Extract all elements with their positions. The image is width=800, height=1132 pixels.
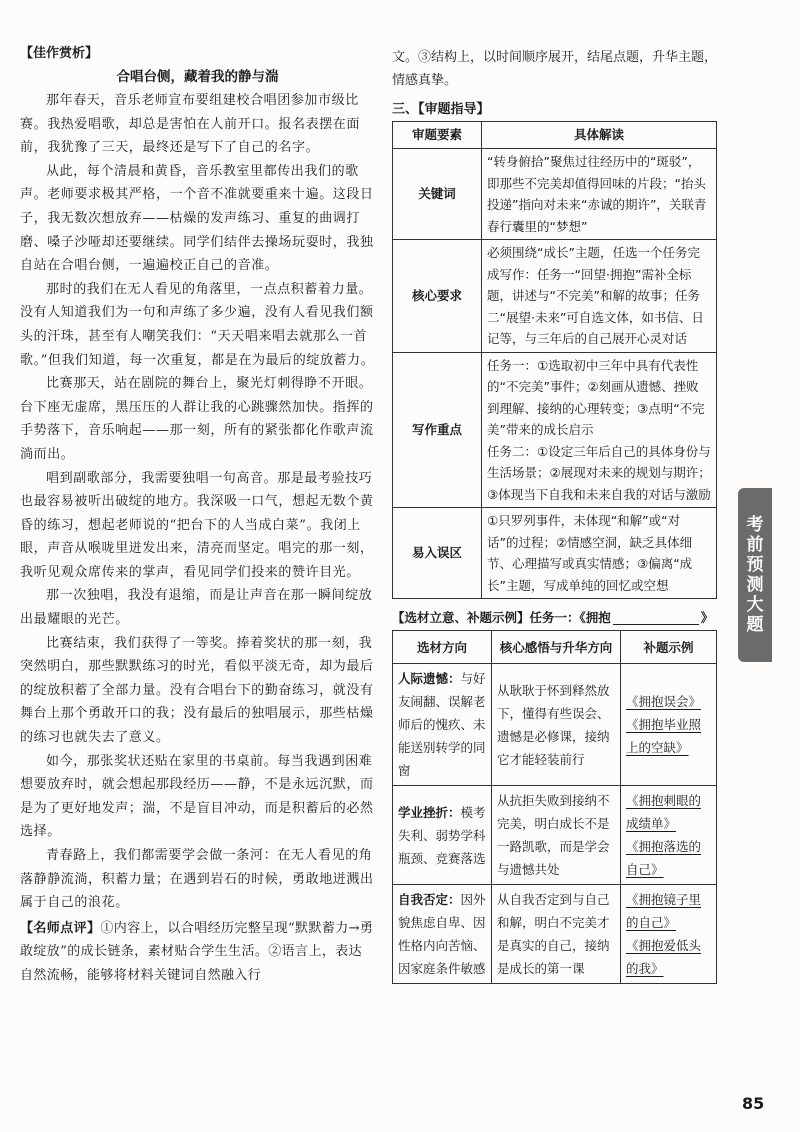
example-insight: 从抗拒失败到接纳不完美，明白成长不是一路凯歌，而是学会与遗憾共处 [492, 786, 621, 885]
review-text: 任务一：①选取初中三年中具有代表性的“不完美”事件；②刻画从遗憾、挫败到理解、接纳的心理转变；③点明“不完美”带来的成长启示 任务二：①设定三年后自己的具体身份与生活场景；②展现对未来的规划与期许；③体现当下自我和未来自我的对话与激励 [482, 352, 717, 508]
example-header-row [393, 631, 717, 664]
example-table [392, 630, 717, 984]
teacher-comment [20, 917, 375, 988]
direction-text: 因外貌焦虑自卑、因性格内向苦恼、因家庭条件敏感 [398, 892, 486, 976]
example-title: 《拥抱误会》 [626, 694, 702, 709]
side-tab-char: 大 [746, 595, 764, 615]
review-header-row [393, 122, 717, 149]
example-titles [621, 664, 717, 786]
essay-paragraph-7: 比赛结束，我们获得了一等奖。捧着奖状的那一刻，我突然明白，那些默默练习的时光，看似平淡无奇，却为最后的绽放积蓄了全部力量。没有合唱台下的勤奋练习，就没有舞台上那个勇敢开口的我；没有最后的独唱展示，那些枯燥的练习也就失去了意义。 [20, 635, 374, 746]
table-row [393, 786, 717, 885]
example-prefix: 【选材立意、补题示例】任务一：《拥抱 [392, 610, 611, 625]
review-key: 核心要求 [393, 240, 482, 353]
side-tab-char: 题 [746, 615, 764, 635]
example-direction [393, 664, 492, 786]
review-key: 关键词 [393, 149, 482, 240]
essay-paragraph-8: 如今，那张奖状还贴在家里的书桌前。每当我遇到困难想要放弃时，就会想起那段经历——静，不是永远沉默，而是为了更好地发声；湍，不是盲目冲动，而是积蓄后的必然选择。 [20, 753, 374, 840]
review-text: ①只罗列事件，未体现“和解”或“对话”的过程；②情感空洞，缺乏具体细节、心理描写或真实情感；③偏离“成长”主题，写成单纯的回忆或空想 [482, 508, 717, 599]
page-number: 85 [742, 1094, 765, 1113]
essay-paragraph-1: 那年春天，音乐老师宣布要组建校合唱团参加市级比赛。我热爱唱歌，却总是害怕在人前开口。报名表摆在面前，我犹豫了三天，最终还是写下了自己的名字。 [20, 93, 361, 156]
review-header-key: 审题要素 [393, 122, 482, 149]
essay-paragraph-2: 从此，每个清晨和黄昏，音乐教室里都传出我们的歌声。老师要求极其严格，一个音不准就要重来十遍。这段日子，我无数次想放弃——枯燥的发声练习、重复的曲调打磨、嗓子沙哑却还要继续。同学们结伴去操场玩耍时，我独自站在合唱台侧，一遍遍校正自己的音准。 [20, 163, 374, 274]
example-title: 《拥抱镜子里的自己》 [626, 892, 702, 930]
review-text: 必须围绕“成长”主题，任选一个任务完成写作：任务一“回望·拥抱”需补全标题，讲述与“不完美”和解的故事；任务二“展望·未来”可自选文体，如书信、日记等，与三年后的自己展开心灵对话 [482, 240, 717, 353]
comment-tag: 【名师点评】 [20, 920, 101, 936]
example-titles [621, 885, 717, 984]
comment-continuation: 文。③结构上，以时间顺序展开，结尾点题，升华主题，情感真挚。 [392, 50, 718, 88]
side-tab-char: 考 [746, 515, 764, 535]
direction-label: 人际遗憾： [398, 671, 461, 686]
direction-label: 学业挫折： [398, 804, 461, 820]
direction-label: 自我否定： [398, 892, 461, 907]
table-row [393, 885, 717, 984]
essay-title: 合唱台侧，藏着我的静与湍 [116, 69, 279, 85]
essay-paragraph-4: 比赛那天，站在剧院的舞台上，聚光灯刺得睁不开眼。台下座无虚席，黑压压的人群让我的心跳骤然加快。指挥的手势落下，音乐响起——那一刻，所有的紧张都化作歌声流淌而出。 [20, 376, 374, 462]
example-title: 《拥抱毕业照上的空缺》 [626, 717, 702, 755]
review-table [392, 121, 717, 599]
title-blank [613, 610, 699, 625]
review-key: 写作重点 [393, 352, 482, 508]
example-title: 《拥抱落选的自己》 [626, 839, 702, 877]
direction-text: 与好友闹翻、误解老师后的愧疚、未能送别转学的同窗 [398, 671, 486, 778]
example-header-insight: 核心感悟与升华方向 [492, 631, 621, 664]
example-header-direction: 选材方向 [393, 631, 492, 664]
review-text: “转身俯拾”聚焦过往经历中的“斑驳”，即那些不完美却值得回味的片段；“抬头投递”指向对未来“赤诚的期许”，关联青春行囊里的“梦想” [482, 149, 717, 240]
example-header-titles: 补题示例 [621, 631, 717, 664]
side-tab-char: 测 [746, 575, 764, 595]
essay-paragraph-5: 唱到副歌部分，我需要独唱一句高音。那是最考验技巧也最容易被听出破绽的地方。我深吸一口气，想起无数个黄昏的练习，想起老师说的“把台下的人当成白菜”。我闭上眼，声音从喉咙里迸发出来，清亮而坚定。唱完的那一刻，我听见观众席传来的掌声，看见同学们投来的赞许目光。 [20, 470, 374, 580]
example-direction [393, 885, 492, 984]
example-title: 《拥抱爱低头的我》 [626, 938, 702, 976]
table-row [393, 508, 717, 599]
table-row [393, 149, 717, 240]
example-direction [393, 786, 492, 885]
example-insight: 从自我否定到与自己和解，明白不完美才是真实的自己，接纳是成长的第一课 [492, 885, 621, 984]
example-title: 《拥抱刺眼的成绩单》 [626, 793, 702, 831]
essay-paragraph-6: 那一次独唱，我没有退缩，而是让声音在那一瞬间绽放出最耀眼的光芒。 [20, 588, 373, 628]
example-suffix: 》 [700, 610, 714, 625]
review-guide-title: 三、【审题指导】 [392, 102, 490, 117]
direction-text: 模考失利、弱势学科瓶颈、竞赛落选 [398, 804, 486, 866]
section-side-tab [738, 488, 772, 662]
right-column [392, 46, 717, 984]
essay-paragraph-9: 青春路上，我们都需要学会做一条河：在无人看见的角落静静流淌，积蓄力量；在遇到岩石的时候，勇敢地迸溅出属于自己的浪花。 [20, 848, 374, 911]
left-column [20, 42, 375, 988]
table-row [393, 664, 717, 786]
comment-text: ①内容上，以合唱经历完整呈现“默默蓄力→勇敢绽放”的成长链条，素材贴合学生生活。②语言上，表达自然流畅，能够将材料关键词自然融入行 [20, 920, 374, 983]
appreciation-heading: 【佳作赏析】 [20, 46, 99, 61]
example-titles [621, 786, 717, 885]
side-tab-char: 前 [746, 535, 764, 555]
table-row [393, 240, 717, 353]
essay-paragraph-3: 那时的我们在无人看见的角落里，一点点积蓄着力量。没有人知道我们为一句和声练了多少遍，没有人看见我们额头的汗珠，甚至有人嘲笑我们：“天天唱来唱去就那么一首歌。”但我们知道，每一次重复，都是在为最后的绽放蓄力。 [20, 281, 375, 368]
table-row [393, 352, 717, 508]
review-header-detail: 具体解读 [482, 122, 717, 149]
side-tab-char: 预 [746, 555, 764, 575]
example-insight: 从耿耿于怀到释然放下，懂得有些误会、遗憾是必修课，接纳它才能轻装前行 [492, 664, 621, 786]
example-heading [392, 608, 717, 626]
review-key: 易入误区 [393, 508, 482, 599]
